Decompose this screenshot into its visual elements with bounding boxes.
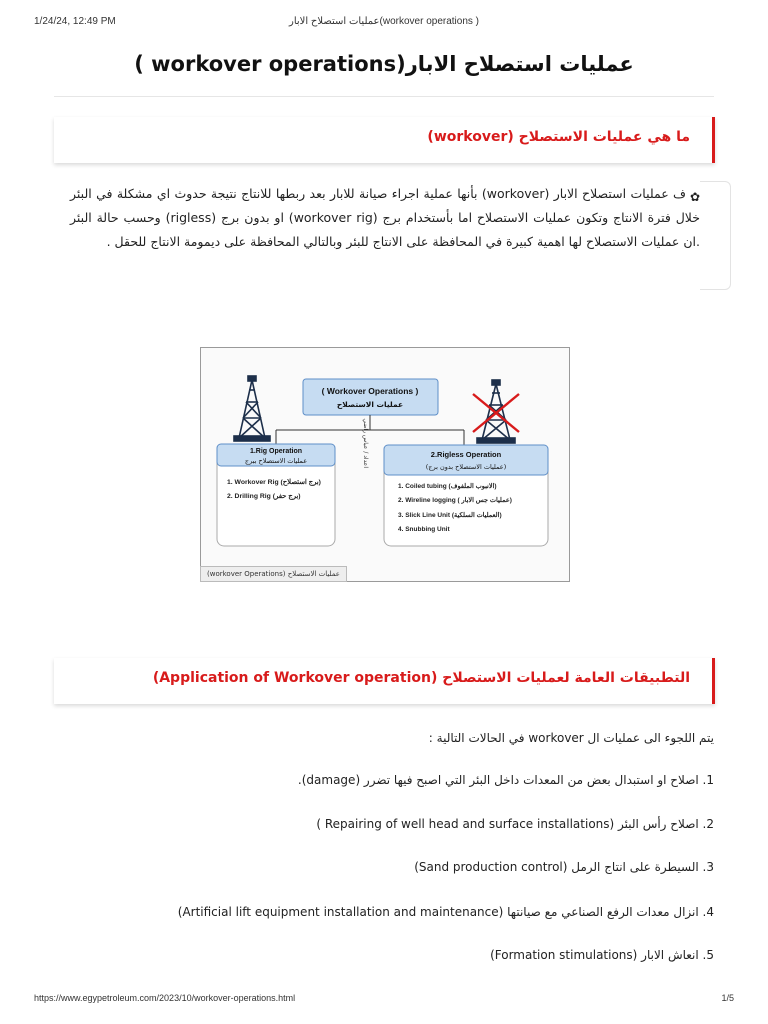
intro-paragraph-text: ف عمليات استصلاح الابار (workover) بأنها عملية اجراء صيانة للابار بعد ربطها للانتاج نتيجة حدوث اي مشكلة في البئر خلال فترة الانتاج وتكون عمليات الاستصلاح اما بأستخدام برج (workover rig) او بدون برج (rigless) وحسب حالة البئر .ان عمليات الاستصلاح لها اهمية كبيرة في المحافظة على الانتاج للبئر وبالتالي المحافظة على ديمومة الانتاج للحقل . xyxy=(70,186,700,249)
rigless-item-1: 1. Coiled tubing (الانبوب الملفوف) xyxy=(398,483,497,490)
rigless-item-4: 4. Snubbing Unit xyxy=(398,526,450,533)
top-box-title: ( Workover Operations ) xyxy=(321,386,419,396)
rigless-item-3: 3. Slick Line Unit (العمليات السلكية) xyxy=(398,512,502,519)
print-tab-title: عمليات استصلاح الابار(workover operations ) xyxy=(289,16,479,27)
print-header xyxy=(0,16,768,32)
figure-caption: عمليات الاستصلاح (workover Operations) xyxy=(200,566,347,582)
rig-operation-subtitle: عمليات الاستصلاح ببرج xyxy=(244,457,308,465)
list-item: 1. اصلاح او استبدال بعض من المعدات داخل البئر التي اصبح فيها تضرر (damage). xyxy=(297,773,714,787)
applications-intro: يتم اللجوء الى عمليات ال workover في الحالات التالية : xyxy=(428,731,714,745)
section-heading-text: التطبيقات العامة لعمليات الاستصلاح (Application of Workover operation) xyxy=(152,670,690,686)
section-heading-what-is-workover xyxy=(54,117,715,163)
print-page-number: 1/5 xyxy=(721,993,734,1003)
list-item: 4. انزال معدات الرفع الصناعي مع صيانتها (Artificial lift equipment installation and maintenance) xyxy=(177,905,714,919)
top-box-subtitle: عمليات الاستصلاح xyxy=(336,400,404,409)
side-panel xyxy=(700,181,731,290)
rigless-item-2: 2. Wireline logging ( عمليات جس الابار) xyxy=(398,497,512,504)
list-item: 3. السيطرة على انتاج الرمل (Sand production control) xyxy=(414,860,714,874)
author-credit: اعداد / عباس راضي xyxy=(362,418,369,468)
title-divider xyxy=(54,96,714,97)
print-url: https://www.egypetroleum.com/2023/10/workover-operations.html xyxy=(34,993,296,1003)
connector-lines xyxy=(276,415,464,445)
rig-item-2: 2. Drilling Rig (برج حفر) xyxy=(227,493,301,500)
rig-item-1: 1. Workover Rig (برج استصلاح) xyxy=(227,479,321,486)
section-heading-applications xyxy=(54,658,715,704)
list-item: 2. اصلاح رأس البئر (Repairing of well head and surface installations ) xyxy=(316,817,714,831)
oil-derrick-icon xyxy=(234,376,270,441)
rigless-operation-title: 2.Rigless Operation xyxy=(430,450,502,459)
rigless-operation-subtitle: (عمليات الاستصلاح بدون برج) xyxy=(425,463,507,471)
list-item: 5. انعاش الابار (Formation stimulations) xyxy=(490,948,714,962)
gear-icon: ✿ xyxy=(689,190,700,204)
no-rig-cross-icon xyxy=(473,394,519,432)
workover-diagram xyxy=(200,347,570,582)
print-datetime: 1/24/24, 12:49 PM xyxy=(34,16,116,27)
workover-diagram-svg xyxy=(201,348,569,581)
section-heading-text: ما هي عمليات الاستصلاح (workover) xyxy=(427,129,690,145)
rig-operation-title: 1.Rig Operation xyxy=(249,448,303,455)
top-box xyxy=(303,379,438,415)
intro-paragraph xyxy=(70,182,700,254)
page-title: عمليات استصلاح الابار(workover operations ) xyxy=(134,52,634,76)
print-footer xyxy=(0,993,768,1007)
